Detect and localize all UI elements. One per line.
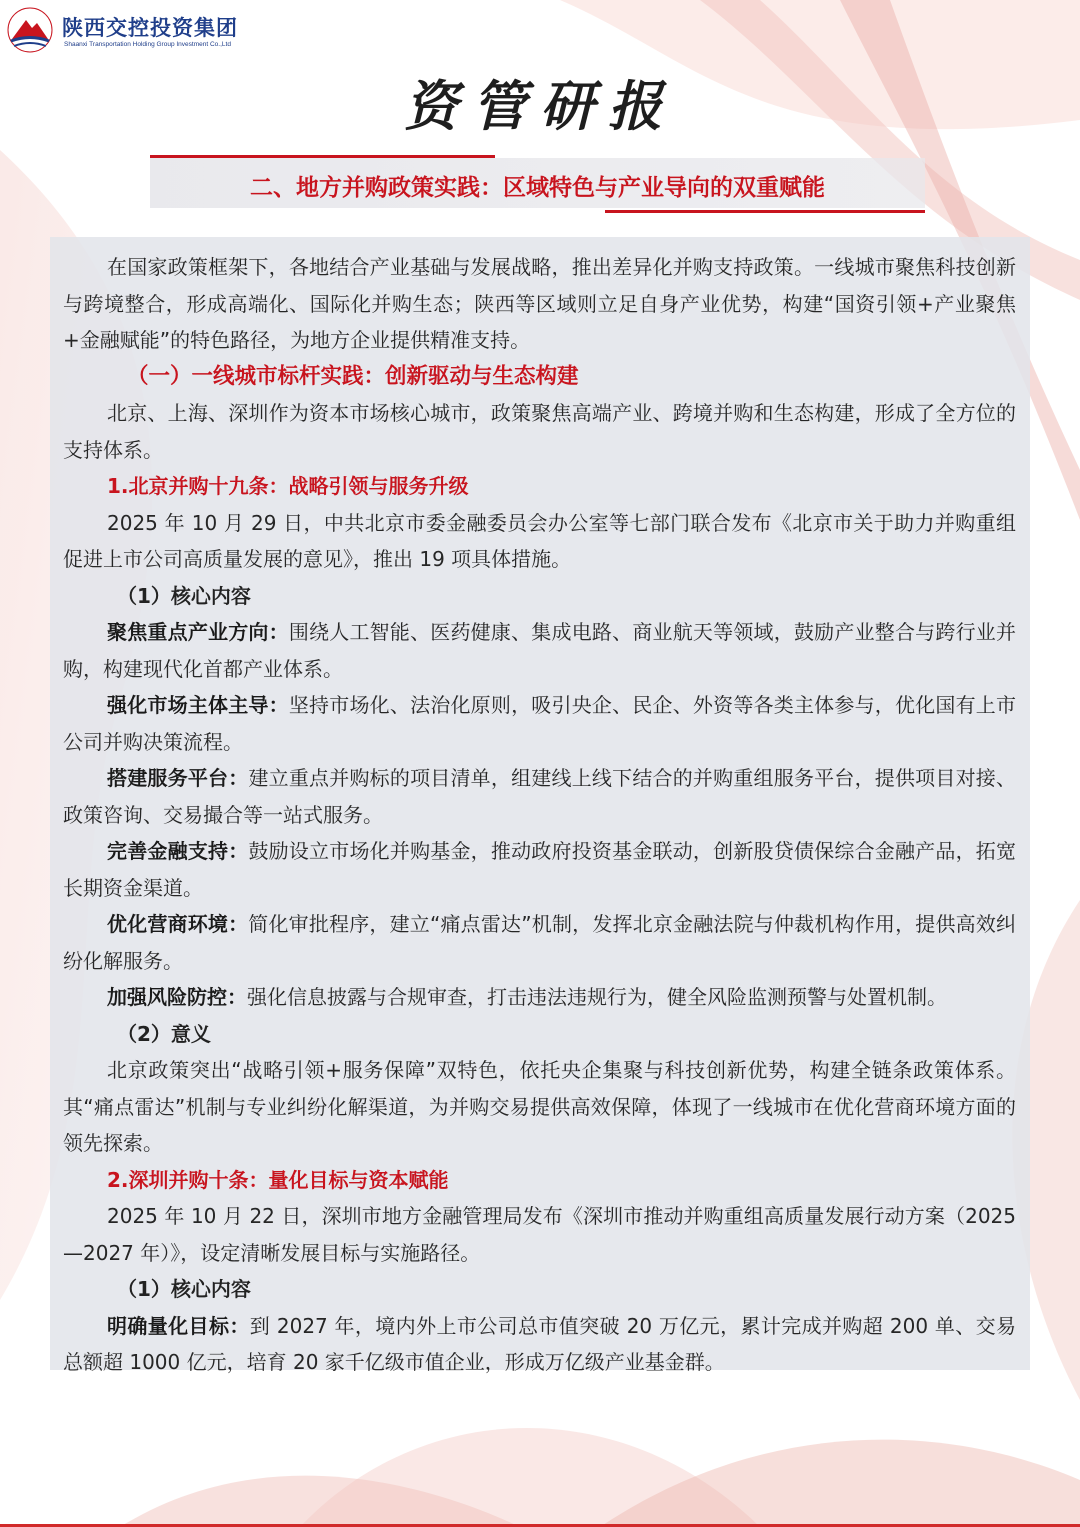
item-lead: 强化市场主体主导： — [107, 693, 289, 717]
item-text: 强化信息披露与合规审查，打击违法违规行为，健全风险监测预警与处置机制。 — [247, 985, 947, 1009]
section-title: 二、地方并购政策实践：区域特色与产业导向的双重赋能 — [250, 175, 825, 201]
shenzhen-intro: 2025 年 10 月 22 日，深圳市地方金融管理局发布《深圳市推动并购重组高质量发展行动方案（2025—2027 年）》，设定清晰发展目标与实施路径。 — [63, 1204, 1016, 1265]
content-panel — [50, 237, 1030, 1374]
list-item — [63, 1308, 1016, 1381]
logo-mountain-icon — [6, 6, 54, 54]
brand-name-cn: 陕西交控投资集团 — [62, 16, 238, 40]
item-lead: 聚焦重点产业方向： — [107, 620, 289, 644]
item-text: 建立重点并购标的项目清单，组建线上线下结合的并购重组服务平台，提供项目对接、政策咨询、交易撮合等一站式服务。 — [63, 766, 1017, 827]
title-rule-top — [150, 155, 495, 158]
item-text: 鼓励设立市场化并购基金，推动政府投资基金联动，创新股贷债保综合金融产品，拓宽长期资金渠道。 — [63, 839, 1017, 900]
item-lead: 完善金融支持： — [107, 839, 249, 863]
subsection-title: （一）一线城市标杆实践：创新驱动与生态构建 — [127, 363, 579, 389]
shenzhen-core-heading: （1）核心内容 — [117, 1277, 251, 1301]
list-item — [63, 906, 1016, 979]
brand-name-en: Shaanxi Transportation Holding Group Investment Co.,Ltd — [64, 41, 231, 48]
beijing-meaning-heading: （2）意义 — [117, 1021, 211, 1046]
section-title-bar — [150, 155, 925, 215]
item-text: 到 2027 年，境内外上市公司总市值突破 20 万亿元，累计完成并购超 200 单、交易总额超 1000 亿元，培育 20 家千亿级市值企业，形成万亿级产业基金群。 — [63, 1313, 1017, 1374]
list-item — [63, 614, 1016, 687]
item-lead: 优化营商环境： — [107, 912, 249, 936]
item-lead: 明确量化目标： — [107, 1313, 250, 1338]
item-text: 围绕人工智能、医药健康、集成电路、商业航天等领域，鼓励产业整合与跨行业并购，构建现代化首都产业体系。 — [63, 620, 1017, 681]
list-item — [63, 979, 1016, 1016]
list-item — [63, 760, 1016, 833]
company-logo — [6, 6, 256, 54]
title-rule-bottom — [605, 210, 925, 213]
item-text: 坚持市场化、法治化原则，吸引央企、民企、外资等各类主体参与，优化国有上市公司并购决策流程。 — [63, 693, 1017, 754]
intro-paragraph: 在国家政策框架下，各地结合产业基础与发展战略，推出差异化并购支持政策。一线城市聚焦科技创新与跨境整合，形成高端化、国际化并购生态；陕西等区域则立足自身产业优势，构建“国资引领+产业聚焦+金融赋能”的特色路径，为地方企业提供精准支持。 — [63, 255, 1016, 352]
beijing-heading: 1.北京并购十九条：战略引领与服务升级 — [107, 474, 469, 498]
item-text: 简化审批程序，建立“痛点雷达”机制，发挥北京金融法院与仲裁机构作用，提供高效纠纷化解服务。 — [63, 912, 1016, 973]
masthead-title: 资管研报 — [404, 74, 676, 138]
item-lead: 搭建服务平台： — [107, 766, 249, 790]
beijing-meaning: 北京政策突出“战略引领+服务保障”双特色，依托央企集聚与科技创新优势，构建全链条政策体系。其“痛点雷达”机制与专业纠纷化解渠道，为并购交易提供高效保障，体现了一线城市在优化营商环境方面的领先探索。 — [63, 1058, 1016, 1155]
shenzhen-heading: 2.深圳并购十条：量化目标与资本赋能 — [107, 1167, 449, 1192]
beijing-intro: 2025 年 10 月 29 日，中共北京市委金融委员会办公室等七部门联合发布《北京市关于助力并购重组促进上市公司高质量发展的意见》，推出 19 项具体措施。 — [63, 510, 1016, 571]
list-item — [63, 687, 1016, 760]
list-item — [63, 833, 1016, 906]
beijing-core-heading: （1）核心内容 — [117, 583, 251, 608]
subsection-intro: 北京、上海、深圳作为资本市场核心城市，政策聚焦高端产业、跨境并购和生态构建，形成了全方位的支持体系。 — [63, 401, 1016, 462]
item-lead: 加强风险防控： — [107, 985, 247, 1009]
